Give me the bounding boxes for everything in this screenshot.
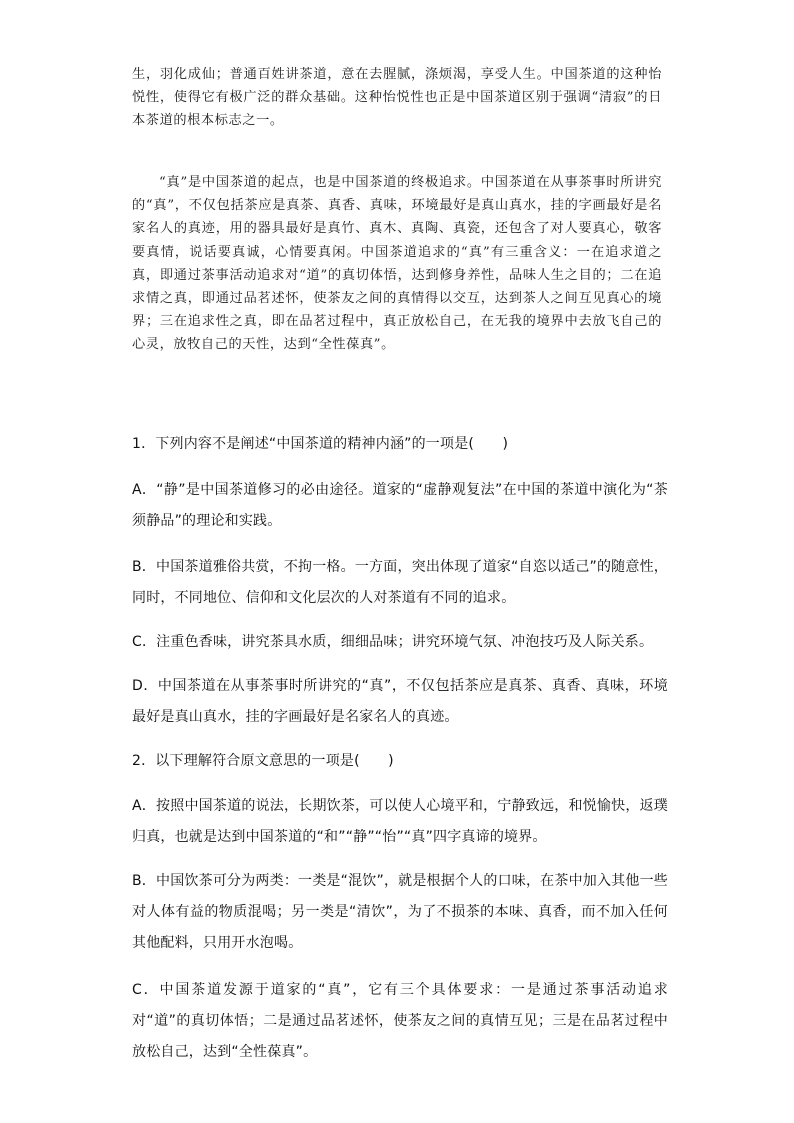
passage-paragraph-1 — [132, 63, 662, 133]
option-text: A．“静”是中国茶道修习的必由途径。道家的“虚静观复法”在中国的茶道中演化为“茶须静品”的理论和实践。 — [132, 482, 668, 529]
question-1-option-b — [132, 552, 668, 614]
question-2-option-a — [132, 791, 668, 853]
question-stem: 2．以下理解符合原文意思的一项是( ) — [132, 753, 394, 769]
passage-paragraph-2 — [132, 171, 662, 357]
passage-text: “真”是中国茶道的起点，也是中国茶道的终极追求。中国茶道在从事茶事时所讲究的“真”，不仅包括茶应是真茶、真香、真味，环境最好是真山真水，挂的字画最好是名家名人的真迹，用的器具最好是真竹、真木、真陶、真瓷，还包含了对人要真心，敬客要真情，说话要真诚，心情要真闲。中国茶道追求的“真”有三重含义：一在追求道之真，即通过茶事活动追求对“道”的真切体悟，达到修身养性，品味人生之目的；二在追求情之真，即通过品茗述怀，使茶友之间的真情得以交互，达到茶人之间互见真心的境界；三在追求性之真，即在品茗过程中，真正放松自己，在无我的境界中去放飞自己的心灵，放牧自己的天性，达到“全性葆真”。 — [132, 175, 662, 353]
question-1-option-a — [132, 475, 668, 537]
option-text: B．中国茶道雅俗共赏，不拘一格。一方面，突出体现了道家“自恣以适己”的随意性，同时，不同地位、信仰和文化层次的人对茶道有不同的追求。 — [132, 559, 668, 606]
question-2-option-b — [132, 866, 668, 959]
option-text: C．中国茶道发源于道家的“真”，它有三个具体要求：一是通过茶事活动追求对“道”的真切体悟；二是通过品茗述怀，使茶友之间的真情互见；三是在品茗过程中放松自己，达到“全性葆真”。 — [132, 982, 668, 1060]
question-2-stem — [132, 746, 668, 777]
option-text: B．中国饮茶可分为两类：一类是“混饮”，就是根据个人的口味，在茶中加入其他一些对人体有益的物质混喝；另一类是“清饮”，为了不损茶的本味、真香，而不加入任何其他配料，只用开水泡喝。 — [132, 873, 668, 951]
question-1-option-c — [132, 627, 668, 658]
option-text: C．注重色香味，讲究茶具水质，细细品味；讲究环境气氛、冲泡技巧及人际关系。 — [132, 634, 654, 650]
question-1-option-d — [132, 671, 668, 733]
passage-text: 生，羽化成仙；普通百姓讲茶道，意在去腥腻，涤烦渴，享受人生。中国茶道的这种怡悦性，使得它有极广泛的群众基础。这种怡悦性也正是中国茶道区别于强调“清寂”的日本茶道的根本标志之一。 — [132, 67, 662, 129]
question-2-option-c — [132, 975, 668, 1068]
question-stem: 1．下列内容不是阐述“中国茶道的精神内涵”的一项是( ) — [132, 436, 509, 452]
option-text: D．中国茶道在从事茶事时所讲究的“真”，不仅包括茶应是真茶、真香、真味，环境最好是真山真水，挂的字画最好是名家名人的真迹。 — [132, 678, 668, 725]
question-1-stem — [132, 429, 668, 460]
option-text: A．按照中国茶道的说法，长期饮茶，可以使人心境平和，宁静致远，和悦愉快，返璞归真，也就是达到中国茶道的“和”“静”“怡”“真”四字真谛的境界。 — [132, 798, 668, 845]
